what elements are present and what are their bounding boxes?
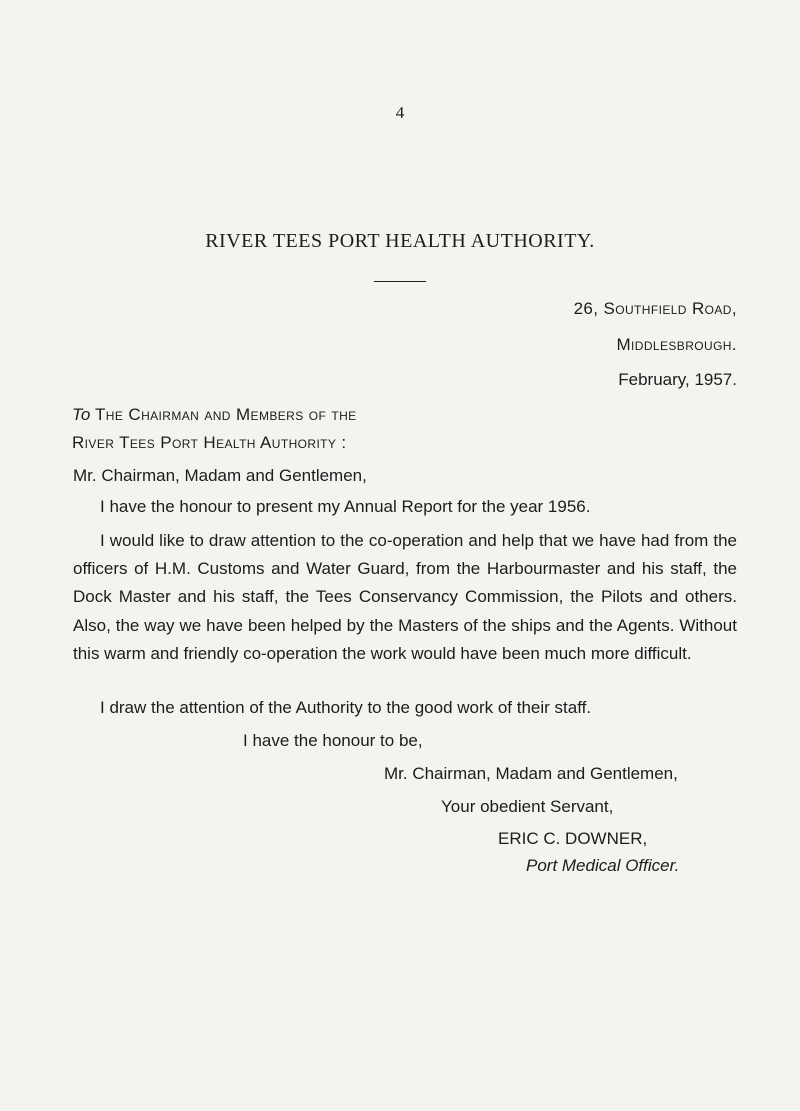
addressee-prefix: To [72,405,91,424]
salutation: Mr. Chairman, Madam and Gentlemen, [73,466,367,485]
address-line-2: Middlesbrough. [616,335,737,354]
heading-divider [374,281,426,282]
letter-date: February, 1957. [618,370,737,389]
signatory-name: ERIC C. DOWNER, [498,829,648,848]
signatory-title: Port Medical Officer. [526,856,680,875]
closing-line-1: I have the honour to be, [243,731,423,750]
closing-line-2: Mr. Chairman, Madam and Gentlemen, [384,764,678,783]
paragraph-2: I would like to draw attention to the co-operation and help that we have had from the officers of H.M. Customs and Water Guard, from the Harbourmaster and his staff, the Dock Master and his staff, the Tees Conservancy Commission, the Pilots and others. Also, the way we have been helped by the Masters of the ships and the Agents. Without this warm and friendly co-operation the work would have been much more difficult. [73,531,737,663]
paragraph-3: I draw the attention of the Authority to the good work of their staff. [100,698,592,717]
address-line-1: 26, Southfield Road, [573,299,737,318]
page-number: 4 [395,103,405,122]
addressee-line-2: River Tees Port Health Authority : [72,433,347,452]
addressee-title: The Chairman and Members of the [95,405,357,424]
closing-line-3: Your obedient Servant, [441,797,614,816]
document-heading: RIVER TEES PORT HEALTH AUTHORITY. [205,230,595,252]
addressee-line-1 [72,405,357,425]
paragraph-1: I have the honour to present my Annual Report for the year 1956. [100,497,591,516]
